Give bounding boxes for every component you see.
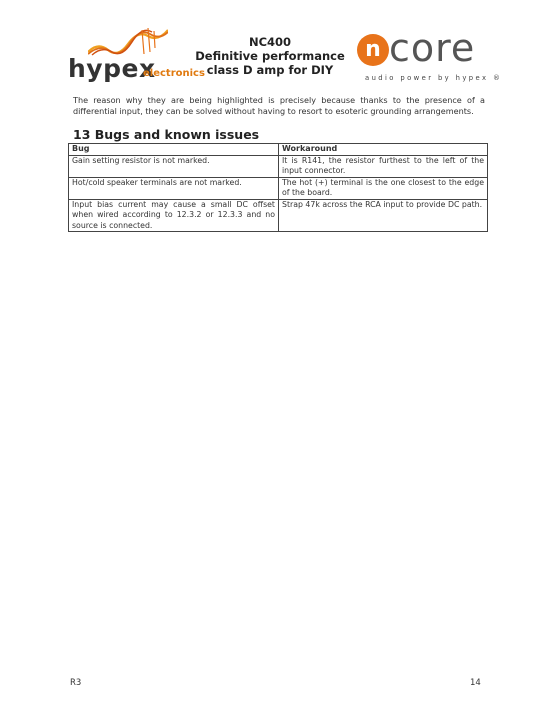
hypex-logo-sub: electronics [143,68,205,79]
hypex-logo-word: hypex [68,54,156,83]
footer-revision: R3 [70,678,82,688]
table-row [69,199,488,232]
ncore-tagline: audio power by hypex ® [365,74,503,82]
column-header-workaround: Workaround [279,144,488,156]
page-header [0,0,556,90]
footer-page-number: 14 [470,678,481,688]
ncore-logo-letter: n [365,37,381,62]
ncore-logo-word: core [389,26,476,70]
workaround-cell: It is R141, the resistor furthest to the left of the input connector. [279,155,488,177]
ncore-logo [355,26,503,84]
bug-cell: Input bias current may cause a small DC offset when wired according to 12.3.2 or 12.3.3 and no source is connected. [69,199,279,232]
document-title [190,35,350,77]
title-line: Definitive performance [195,49,345,63]
column-header-bug: Bug [69,144,279,156]
table-row [69,177,488,199]
table-row [69,155,488,177]
hypex-logo [66,28,205,83]
bug-cell: Gain setting resistor is not marked. [69,155,279,177]
title-line: NC400 [248,35,292,49]
table-header-row [69,144,488,156]
workaround-cell: The hot (+) terminal is the one closest to the edge of the board. [279,177,488,199]
bug-cell: Hot/cold speaker terminals are not marked. [69,177,279,199]
ncore-circle-icon [357,34,389,66]
bugs-table [68,143,488,232]
workaround-cell: Strap 47k across the RCA input to provide DC path. [279,199,488,232]
section-heading: 13 Bugs and known issues [73,127,260,142]
intro-paragraph: The reason why they are being highlighted is precisely because thanks to the presence of a differential input, they can be solved without having to resort to esoteric grounding arrangements. [73,95,485,116]
title-line: class D amp for DIY [206,63,334,77]
